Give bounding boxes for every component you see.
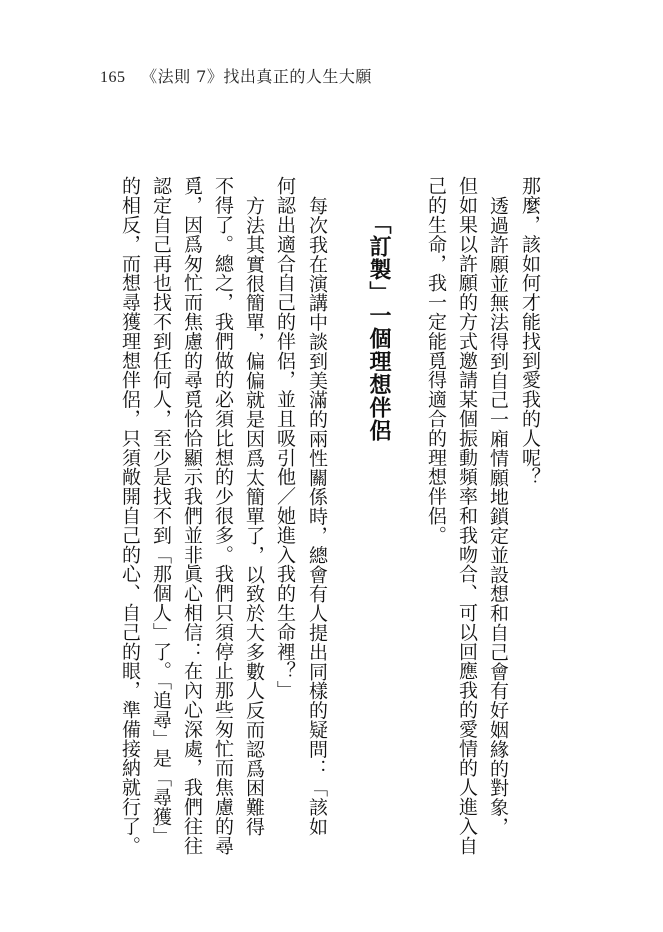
body-line-2: 透過許願並無法得到自己一廂情願地鎖定並設想和自己會有好姻緣的對象， [487, 196, 509, 837]
chapter-title: 《法則 7》找出真正的人生大願 [141, 67, 372, 86]
body-line-4: 己的生命，我一定能覓得適合的理想伴侶。 [425, 176, 447, 545]
section-heading: 「訂製」一個理想伴侶 [366, 212, 391, 442]
body-line-1: 那麼，該如何才能找到愛我的人呢？ [519, 176, 541, 487]
body-line-6: 何認出適合自己的伴侶，並且吸引他／她進入我的生命裡？」 [274, 176, 296, 700]
body-line-7: 方法其實很簡單，偏偏就是因爲太簡單了，以致於大多數人反而認爲困難得 [243, 196, 265, 837]
body-line-11: 的相反，而想尋獲理想伴侶，只須敞開自己的心、自己的眼，準備接納就行了。 [119, 176, 141, 855]
body-line-5: 每次我在演講中談到美滿的兩性關係時，總會有人提出同樣的疑問：「該如 [306, 196, 328, 837]
body-line-8: 不得了。總之，我們做的必須比想的少很多。我們只須停止那些匆忙而焦慮的尋 [212, 176, 234, 855]
body-line-9: 覓，因爲匆忙而焦慮的尋覓恰恰顯示我們並非眞心相信：在內心深處，我們往往 [181, 176, 203, 855]
body-line-3: 但如果以許願的方式邀請某個振動頻率和我吻合、可以回應我的愛情的人進入自 [456, 176, 478, 855]
body-line-10: 認定自己再也找不到任何人，至少是找不到「那個人」了。「追尋」是「尋獲」 [150, 176, 172, 846]
running-head [100, 64, 372, 87]
page-number: 165 [100, 69, 126, 86]
